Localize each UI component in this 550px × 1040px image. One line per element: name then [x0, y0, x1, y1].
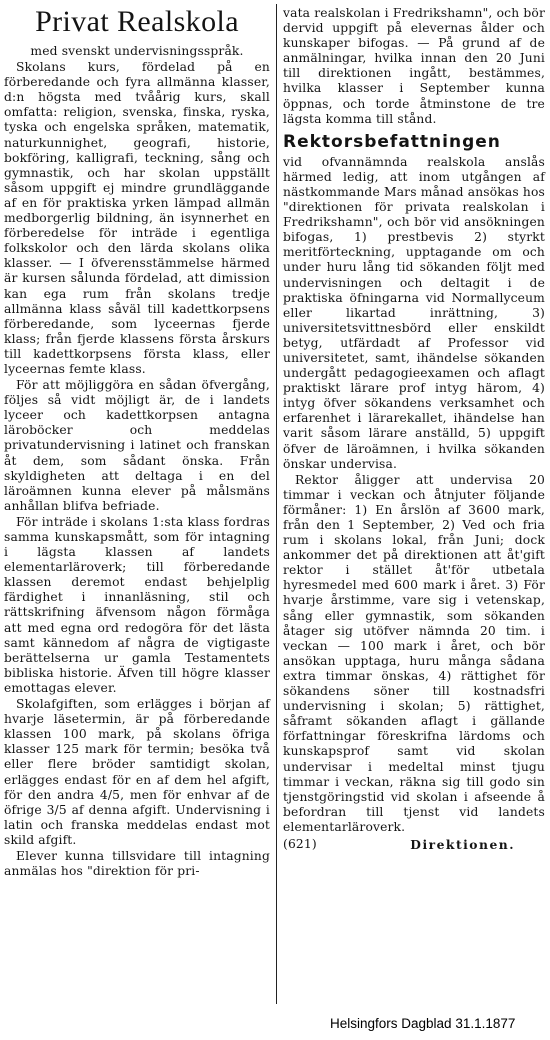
left-column	[4, 6, 270, 880]
paragraph-enrollment-continued: vata realskolan i Fredrikshamn", och bör dervid uppgift på elevernas ålder och kunskaper bifogas. — På grund af de anmälningar, hvilka innan den 20 Juni till direktionen ingått, bestämmes, hvilka klasser i September kunna öppnas, och torde åtminstone de tre lägsta komma till stånd.	[283, 6, 545, 126]
signature-name: Direktionen.	[410, 836, 515, 852]
article-subtitle: med svenskt undervisningsspråk.	[30, 44, 244, 58]
paragraph-fees: Skolafgiften, som erlägges i början af hvarje läsetermin, är på förberedande klassen 100 mark, på skolans öfriga klasser 125 mark för termin; besöka två eller flere bröder samtidigt skolan, erlägges endast för en af dem hel afgift, för den andra 4/5, men för enhvar af de öfrige 3/5 af denna afgift. Undervisning i latin och franska meddelas endast mot skild afgift.	[4, 697, 270, 847]
paragraph-benefits: Rektor åligger att undervisa 20 timmar i veckan och åtnjuter följande förmåner: 1) En årslön af 3600 mark, från den 1 September, 2) Ved och fria rum i skolans lokal, från Juni; dock ankommer det på direktionen att åt'gift rektor i stället åt'för utbetala hyresmedel med 600 mark i året. 3) För hvarje årstimme, vare sig i vetenskap, sång eller gymnastik, som sökanden åtager sig utöfver nämnda 20 tim. i veckan — 100 mark i året, och bör ansökan upptaga, huru många sådana extra timmar önskas, 4) rättighet för sökandens söner till kostnadsfri undervisning i skolan; 5) rättighet, såframt sökanden aflagt i gällande författningar föreskrifna lärdoms och kunskapsprof samt vid skolan undervisar i medeltal minst tjugu timmar i veckan, räkna sig till godo sin tjenstgöringstid vid skolan i afseende å befordran till tjenst vid landets elementarläroverk.	[283, 472, 545, 834]
source-caption: Helsingfors Dagblad 31.1.1877	[330, 1016, 516, 1031]
right-column	[283, 6, 545, 852]
paragraph-admission: För inträde i skolans 1:sta klass fordras samma kunskapsmått, som för intagning i lägsta klassen af landets elementarläroverk; till förberedande klassen deremot endast behjelplig färdighet i innanläsning, stil och rättskrifning äfvensom någon förmåga att med egna ord redogöra för det lästa samt kännedom af några de vigtigaste berättelserna ur gamla Testamentets bibliska historie. Äfven till högre klasser emottagas elever.	[4, 514, 270, 695]
signature-line	[283, 837, 545, 852]
paragraph-vacancy: vid ofvannämnda realskola anslås härmed ledig, att inom utgången af nästkommande Mars månad ansökas hos "direktionen för privata realskolan i Fredrikshamn", och bör vid ansökningen bifogas, 1) prestbevis 2) styrkt meritförteckning, upptagande om och under huru lång tid sökanden följt med undervisningen och deltagit i de praktiska öfningarna vid Normallyceum eller likartad inrättning, 3) universitetsvittnesbörd eller enskildt betyg, utfärdadt af Professor vid universitetet, samt, ihändelse sökanden undergått pedagogieexamen och aflagt praktiskt lärare prof intyg härom, 4) intyg öfver sökandens verksamhet och erfarenhet i lärarekallet, ihändelse han varit såsom lärare anställd, 5) uppgift öfver de läroämnen, i hvilka sökanden önskar undervisa.	[283, 154, 545, 471]
column-divider	[276, 4, 277, 1004]
section-heading: Rektorsbefattningen	[283, 131, 501, 152]
paragraph-transfer: För att möjliggöra en sådan öfvergång, följes så vidt möjligt är, de i landets lyceer och kadettkorpsen antagna läroböcker och meddelas privatundervisning i latinet och franskan åt dem, som sådant önska. Från skyldigheten att deltaga i en del läroämnen kunna elever på målsmäns anhållan blifva befriade.	[4, 378, 270, 513]
ad-number: (621)	[283, 836, 317, 851]
paragraph-course: Skolans kurs, fördelad på en förberedande och fyra allmänna klasser, d:n högsta med tvåårig kurs, skall omfatta: religion, svenska, finska, ryska, tyska och engelska språken, matematik, naturkunnighet, geografi, historie, bokföring, kalligrafi, teckning, sång och gymnastik, och har skolan uppställt såsom uppgift ej mindre grundläggande af en för praktiska yrken lämpad allmän medborgerlig bildning, än isynnerhet en förberedelse för inträde i egentliga folkskolor och den lärda skolans olika klasser. — I öfverensstämmelse härmed är kursen sålunda fördelad, att dimission kan ega rum från skolans tredje allmänna klass såväl till kadettkorpsens förberedande, som lyceernas fjerde klass; från fjerde klassens första årskurs till kadettkorpsens första klass, eller lyceernas femte klass.	[4, 60, 270, 376]
paragraph-enrollment: Elever kunna tillsvidare till intagning anmälas hos "direktion för pri-	[4, 848, 270, 879]
article-title: Privat Realskola	[35, 5, 239, 38]
